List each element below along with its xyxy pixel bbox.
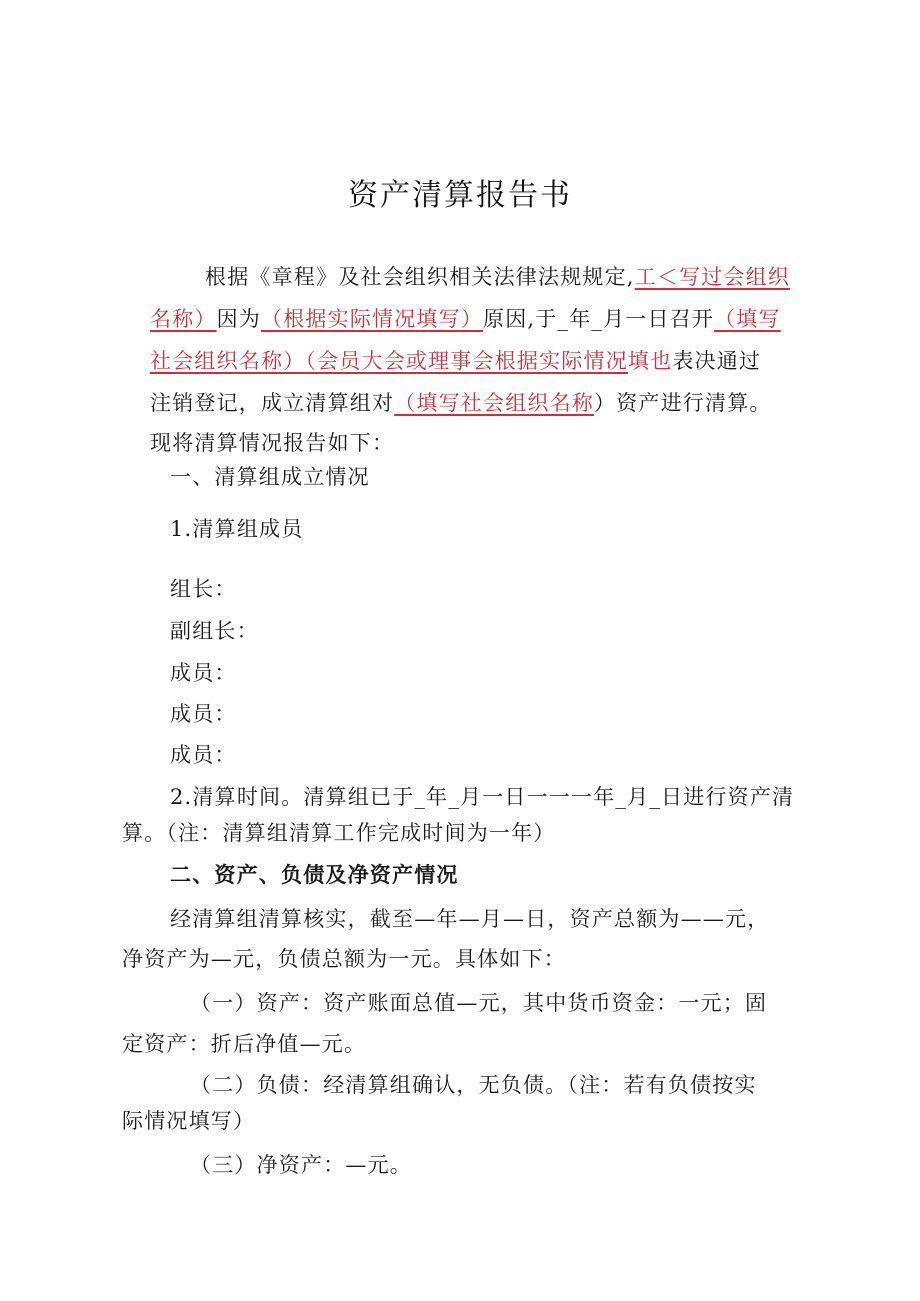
intro-text: 因为 <box>216 307 262 331</box>
member-leader: 组长： <box>170 577 237 601</box>
intro-line-1 <box>205 262 790 292</box>
intro-text: 根据《章程》及社会组织相关法律法规规定, <box>205 265 635 289</box>
time-line-2: 算。（注：清算组清算工作完成时间为一年） <box>122 821 556 845</box>
intro-text: 原因,于_年_月一日召开 <box>483 307 715 331</box>
liabilities-line-1: （二）负债：经清算组确认，无负债。（注：若有负债按实 <box>190 1073 757 1097</box>
intro-text: 注销登记，成立清算组对 <box>150 391 395 415</box>
placeholder-reason: （根据实际情况填写） <box>261 307 484 331</box>
section2-heading: 二、资产、负债及净资产情况 <box>170 863 459 887</box>
member-2: 成员： <box>170 702 237 726</box>
document-title: 资产清算报告书 <box>348 178 572 213</box>
placeholder-org-name-end: 名称） <box>150 307 217 331</box>
intro-line-3 <box>150 346 761 376</box>
intro-line-2 <box>150 304 781 334</box>
section1-sub1: 1.清算组成员 <box>170 517 304 541</box>
member-1: 成员： <box>170 661 237 685</box>
placeholder-org-name: 工＜写过会组织 <box>634 265 791 289</box>
member-deputy: 副组长： <box>170 619 259 643</box>
assets-line-2: 定资产：折后净值—元。 <box>122 1032 367 1056</box>
placeholder-org-name-2: （填写社会组织名称 <box>394 391 595 415</box>
placeholder-fill: （填写 <box>714 307 781 331</box>
time-line-1: 2.清算时间。清算组已于_年_月一日一一一年_月_日进行资产清 <box>170 785 795 809</box>
section1-heading: 一、清算组成立情况 <box>170 465 370 489</box>
summary-line-2: 净资产为—元，负债总额为一元。具体如下： <box>122 947 566 971</box>
intro-text: ）资产进行清算。 <box>594 391 772 415</box>
placeholder-meeting: 社会组织名称）（会员大会或理事会根据实际情况 <box>150 349 628 373</box>
intro-line-5: 现将清算情况报告如下： <box>150 431 395 455</box>
net-assets-line: （三）净资产：—元。 <box>190 1153 412 1177</box>
summary-line-1: 经清算组清算核实，截至—年—月—日，资产总额为——元， <box>170 907 770 931</box>
assets-line-1: （一）资产：资产账面总值—元，其中货币资金：一元；固 <box>190 991 768 1015</box>
intro-text: 表决通过 <box>672 349 762 373</box>
member-3: 成员： <box>170 743 237 767</box>
intro-line-4 <box>150 388 772 418</box>
placeholder-fill-end: 填也 <box>627 349 673 373</box>
liabilities-line-2: 际情况填写） <box>122 1109 256 1133</box>
